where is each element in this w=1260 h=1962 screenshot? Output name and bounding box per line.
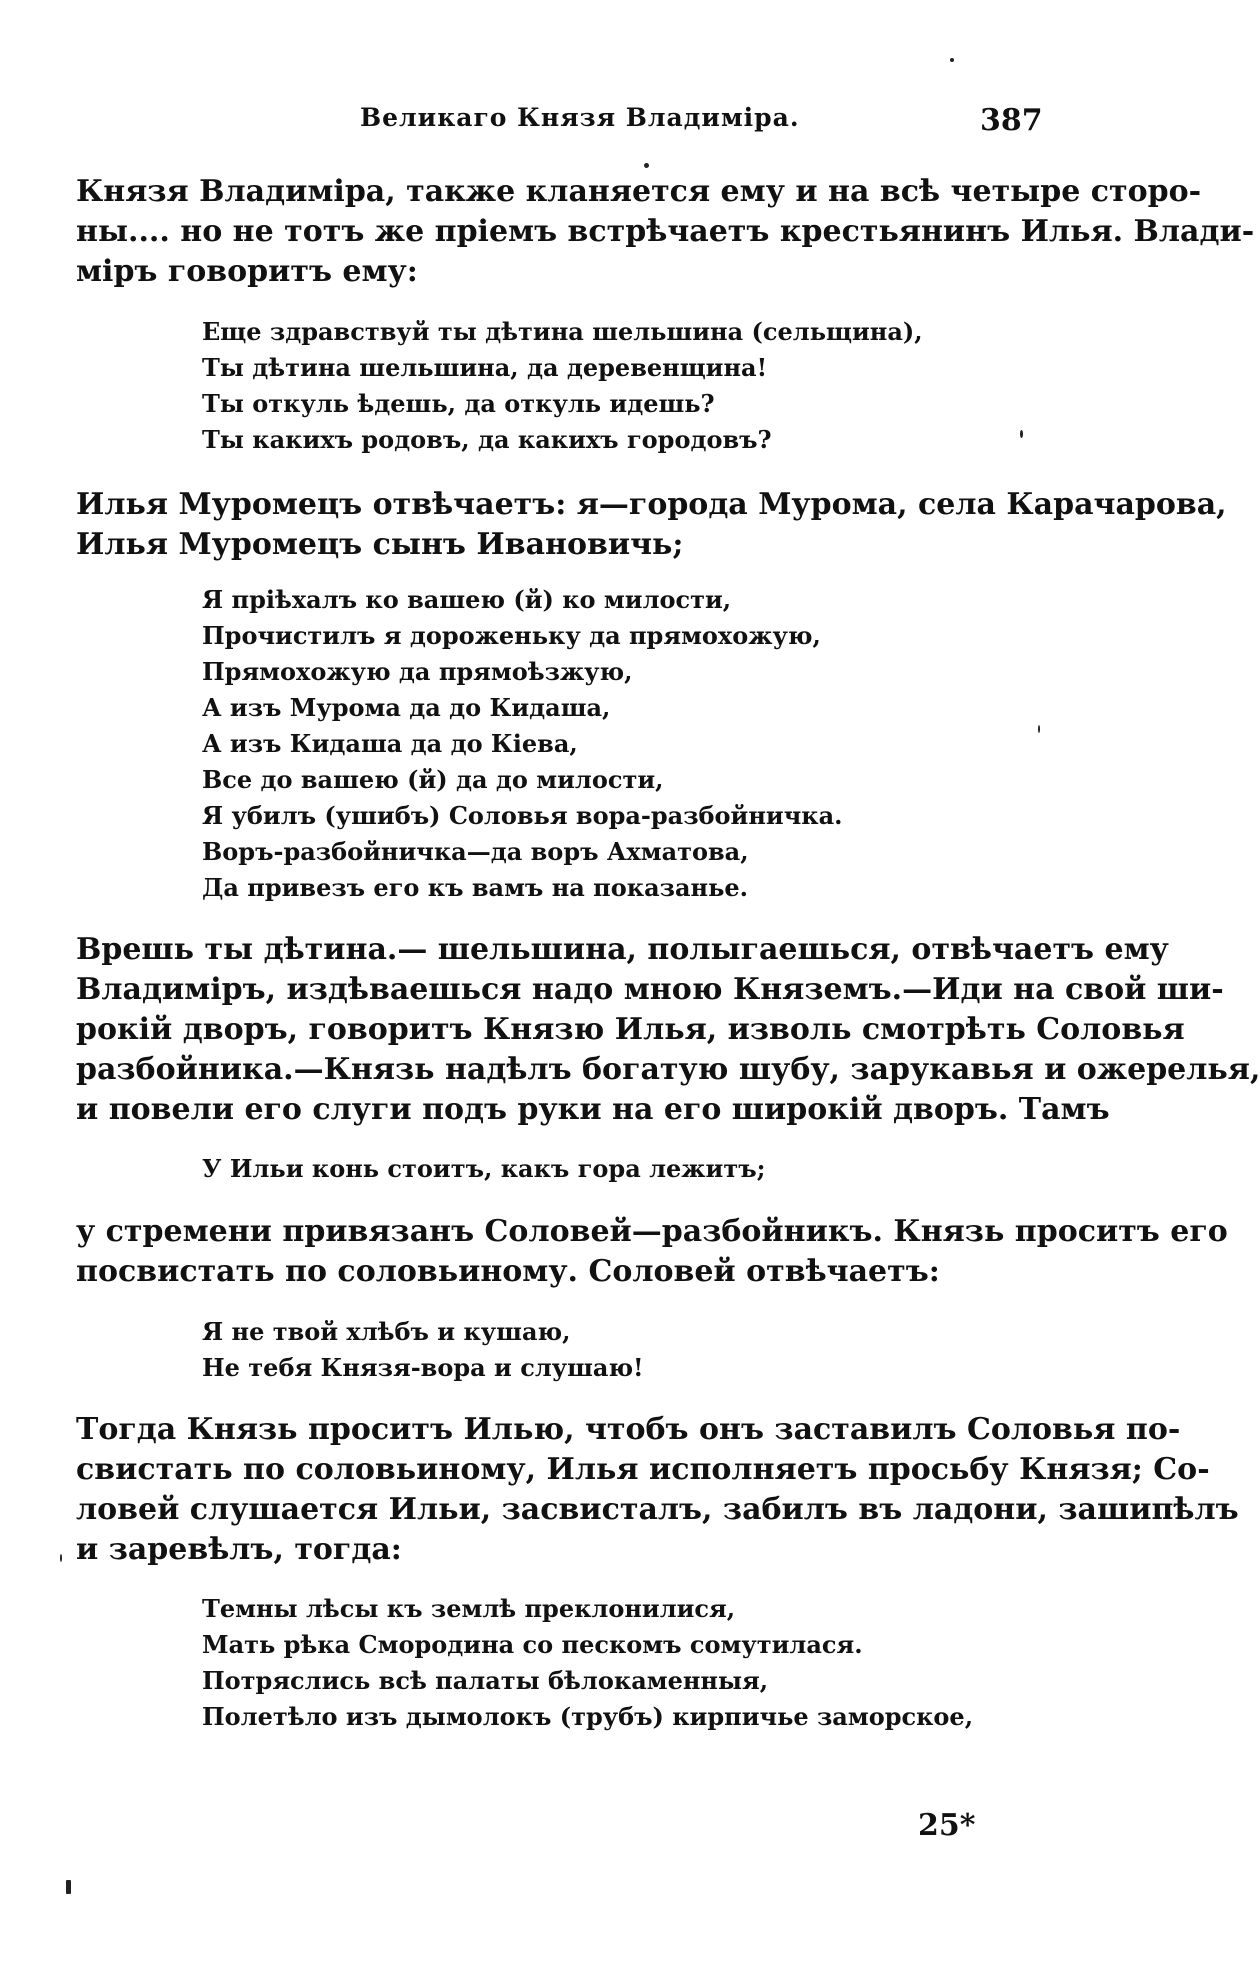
verse-line: Да привезъ его къ вамъ на показанье. — [202, 873, 748, 902]
scan-speck — [60, 1554, 62, 1562]
prose-line: рокій дворъ, говоритъ Князю Илья, изволь смотрѣть Соловья — [76, 1012, 1185, 1047]
prose-line: Илья Муромецъ отвѣчаетъ: я—города Мурома, села Карачарова, — [76, 487, 1227, 522]
prose-line: Тогда Князь проситъ Илью, чтобъ онъ заставилъ Соловья по- — [76, 1412, 1181, 1447]
verse-line: Все до вашею (й) да до милости, — [202, 765, 664, 794]
verse-line: Прочистилъ я дороженьку да прямохожую, — [202, 621, 821, 650]
verse-line: Воръ-разбойничка—да воръ Ахматова, — [202, 837, 749, 866]
verse-line: Мать рѣка Смородина со пескомъ сомутилася. — [202, 1630, 863, 1659]
signature-mark: 25* — [918, 1808, 976, 1843]
prose-line: и заревѣлъ, тогда: — [76, 1532, 402, 1567]
prose-line: посвистать по соловьиному. Соловей отвѣчаетъ: — [76, 1254, 940, 1289]
prose-line: Владиміръ, издѣваешься надо мною Княземъ.—Иди на свой ши- — [76, 972, 1224, 1007]
verse-line: Темны лѣсы къ землѣ преклонилися, — [202, 1594, 736, 1623]
page-number: 387 — [980, 103, 1043, 138]
verse-line: Не тебя Князя-вора и слушаю! — [202, 1353, 644, 1382]
verse-line: Ты откуль ѣдешь, да откуль идешь? — [202, 389, 715, 418]
verse-line: Полетѣло изъ дымолокъ (трубъ) кирпичье заморское, — [202, 1702, 974, 1731]
prose-line: разбойника.—Князь надѣлъ богатую шубу, зарукавья и ожерелья, — [76, 1052, 1260, 1087]
verse-line: Еще здравствуй ты дѣтина шельшина (сельщина), — [202, 317, 923, 346]
prose-line: Врешь ты дѣтина.— шельшина, полыгаешься, отвѣчаетъ ему — [76, 932, 1169, 967]
prose-line: міръ говоритъ ему: — [76, 254, 418, 289]
verse-line: А изъ Мурома да до Кидаша, — [202, 693, 611, 722]
verse-line: А изъ Кидаша да до Кіева, — [202, 729, 578, 758]
prose-line: ловей слушается Ильи, засвисталъ, забилъ въ ладони, зашипѣлъ — [76, 1492, 1239, 1527]
verse-line: Потряслись всѣ палаты бѣлокаменныя, — [202, 1666, 769, 1695]
prose-line: ны.... но не тотъ же пріемъ встрѣчаетъ крестьянинъ Илья. Влади- — [76, 214, 1255, 249]
scan-speck — [644, 163, 649, 168]
verse-line: Я пріѣхалъ ко вашею (й) ко милости, — [202, 585, 732, 614]
verse-line: У Ильи конь стоитъ, какъ гора лежитъ; — [202, 1154, 766, 1183]
verse-line: Я не твой хлѣбъ и кушаю, — [202, 1317, 571, 1346]
verse-line: Я убилъ (ушибъ) Соловья вора-разбойничка. — [202, 801, 843, 830]
scan-speck — [1020, 430, 1023, 438]
scan-speck — [66, 1880, 71, 1894]
verse-line: Ты какихъ родовъ, да какихъ городовъ? — [202, 425, 772, 454]
prose-line: Князя Владиміра, также кланяется ему и на всѣ четыре сторо- — [76, 174, 1202, 209]
running-header: Великаго Князя Владиміра. — [360, 103, 800, 132]
scan-speck — [950, 58, 954, 62]
prose-line: и повели его слуги подъ руки на его широкій дворъ. Тамъ — [76, 1092, 1110, 1127]
verse-line: Ты дѣтина шельшина, да деревенщина! — [202, 353, 768, 382]
prose-line: свистать по соловьиному, Илья исполняетъ просьбу Князя; Со- — [76, 1452, 1210, 1487]
verse-line: Прямохожую да прямоѣзжую, — [202, 657, 633, 686]
scan-speck — [1038, 725, 1040, 733]
prose-line: у стремени привязанъ Соловей—разбойникъ. Князь проситъ его — [76, 1214, 1228, 1249]
prose-line: Илья Муромецъ сынъ Ивановичь; — [76, 527, 684, 562]
